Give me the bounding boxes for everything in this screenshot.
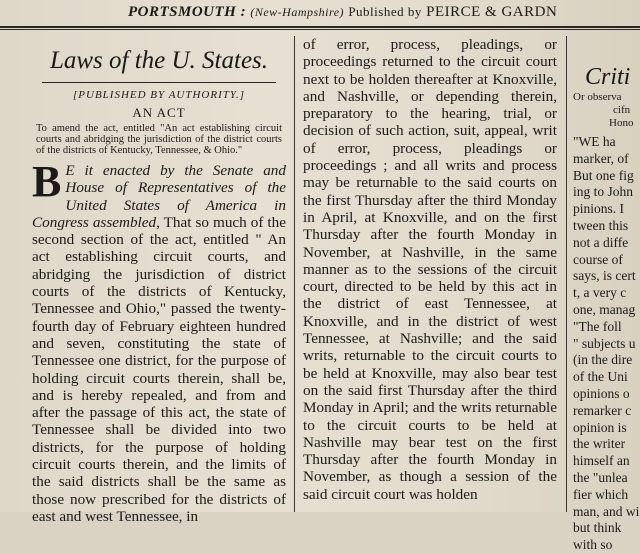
criticism-line: himself an: [573, 453, 630, 469]
criticism-line: marker, of: [573, 150, 629, 166]
column-divider: [566, 36, 567, 512]
criticism-text: [573, 134, 640, 554]
criticism-line: (in the dire: [573, 352, 633, 368]
criticism-line: "WE ha: [573, 134, 616, 149]
criticism-line: " subjects u: [573, 335, 636, 351]
act-title: To amend the act, entitled "An act establishing circuit courts and abridging the jurisdiction of the district courts of the districts of Kentucky, Tennessee, & Ohio.": [36, 123, 282, 156]
criticism-line: opinion is: [573, 419, 627, 435]
masthead-rule-thin: [0, 29, 640, 30]
column-laws: [32, 36, 286, 525]
masthead-rule: [0, 26, 640, 28]
criticism-line: the writer: [573, 436, 626, 452]
criticism-line: with so: [573, 537, 613, 553]
criticism-subline: Hono: [609, 117, 634, 129]
criticism-line: course of: [573, 251, 623, 267]
criticism-line: but think: [573, 520, 622, 536]
criticism-line: fier which: [573, 486, 629, 502]
criticism-line: t, a very c: [573, 285, 627, 301]
criticism-line: one, manag: [573, 301, 636, 317]
column-divider: [294, 36, 295, 512]
authority-line: [PUBLISHED BY AUTHORITY.]: [73, 89, 245, 101]
criticism-line: tween this: [573, 217, 629, 233]
criticism-line: of the Uni: [573, 369, 628, 385]
section-title: Laws of the U. States.: [49, 47, 269, 74]
column-criticism: [573, 36, 640, 553]
criticism-line: ing to John: [573, 184, 634, 200]
criticism-line: remarker c: [573, 402, 632, 418]
act-body: [32, 157, 286, 525]
continuation-text: of error, process, pleadings, or proceedings returned to the circuit court next to be holden thereafter at Knoxville, and Nashville, or depending therein, preparatory to the hearing, trial, or decision of such action, suit, appeal, writ of error, process, pleadings or proceedings ; and all writs and process may be returnable to the said courts on the first Thursday after the third Monday in April, at Knoxville, and on the first Thursday after the fourth Monday in November, at Nashville, in the same manner as to the sessions of the circuit court, directed to be held by this act in the district of east Tennessee, at Knoxville, and in the district of west Tennessee, at Nashville; and the said writs, returnable to the circuit courts to be held at Knoxville, may also bear test on the said first Thursday after the third Monday in April; and the writs returnable to the circuit courts to be held at Nashville may bear test on the first Thursday after the fourth Monday in November, as though a session of the said circuit court was holden: [303, 36, 557, 503]
criticism-subline: Or observa: [573, 91, 622, 103]
act-body-text: That so much of the second section of the act, entitled " An act establishing circuit courts, and abridging the jurisdiction of district courts of the districts of Kentucky, Tennessee and Ohio," passed the twenty-fourth day of February eighteen hundred and seven, constituting the state of Tennessee one district, for the purpose of holding circuit courts therein, shall be, and is hereby repealed, and from and after the passage of this act, the state of Tennessee shall be divided into two districts, for the purpose of holding circuit courts therein, and the limits of the said districts shall be the same as those now prescribed for the districts of east and west Tennessee, in: [32, 213, 286, 525]
criticism-line: pinions. I: [573, 201, 625, 217]
criticism-line: says, is cert: [573, 268, 636, 284]
masthead-state: (New-Hampshire): [250, 5, 345, 19]
title-rule: [42, 82, 276, 83]
criticism-line: not a diffe: [573, 234, 629, 250]
criticism-line: opinions o: [573, 385, 630, 401]
masthead-city: PORTSMOUTH :: [128, 4, 247, 20]
criticism-subline: cifn: [613, 104, 631, 116]
masthead-published-by: Published by: [348, 4, 422, 19]
masthead: [0, 0, 640, 26]
criticism-line: the "unlea: [573, 469, 628, 485]
criticism-line: But one fig: [573, 167, 634, 183]
act-heading: AN ACT: [132, 105, 186, 120]
criticism-heading: Criti: [585, 64, 631, 90]
column-continuation: [303, 36, 557, 512]
drop-cap: B: [32, 157, 62, 206]
criticism-line: "The foll: [573, 318, 622, 334]
masthead-publisher: PEIRCE & GARDN: [426, 4, 558, 20]
enacting-clause: E it enacted by the Senate and House of Representatives of the United States of America in Congress assembled,: [32, 162, 286, 231]
criticism-line: man, and wi: [573, 503, 640, 519]
